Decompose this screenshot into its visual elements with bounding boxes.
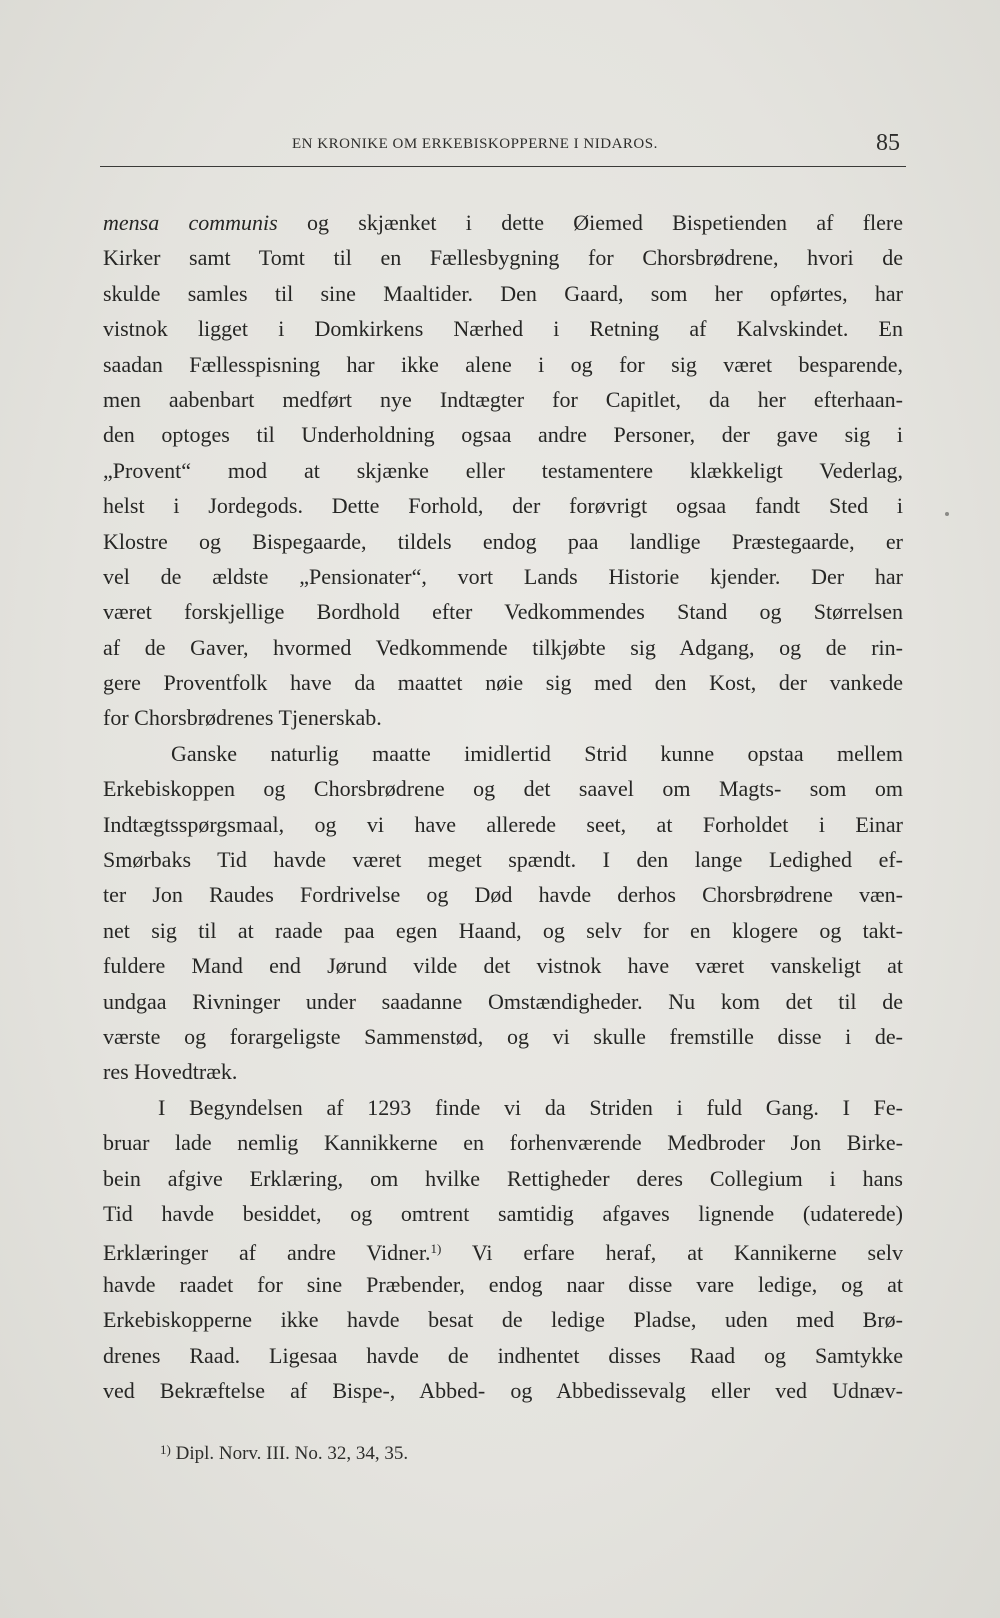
text-line-14: gere Proventfolk have da maattet nøie sig med den Kost, der vankede bbox=[103, 670, 903, 696]
latin-phrase: mensa communis bbox=[103, 210, 278, 235]
text-line-27: bruar lade nemlig Kannikkerne en forhenværende Medbroder Jon Birke- bbox=[103, 1130, 903, 1156]
text-line-33: drenes Raad. Ligesaa havde de indhentet disses Raad og Samtykke bbox=[103, 1342, 903, 1368]
text-line-7: den optoges til Underholdning ogsaa andre Personer, der gave sig i bbox=[103, 422, 903, 448]
text-line-10: Klostre og Bispegaarde, tildels endog paa landlige Præstegaarde, er bbox=[103, 528, 903, 554]
footnote-text: Dipl. Norv. III. No. 32, 34, 35. bbox=[170, 1443, 409, 1464]
paper-speck bbox=[945, 512, 949, 516]
text-line-5: saadan Fællesspisning har ikke alene i og for sig været besparende, bbox=[103, 351, 903, 377]
text-line-20: ter Jon Raudes Fordrivelse og Død havde derhos Chorsbrødrene væn- bbox=[103, 882, 903, 908]
text-line-9: helst i Jordegods. Dette Forhold, der forøvrigt ogsaa fandt Sted i bbox=[103, 493, 903, 519]
header-rule bbox=[100, 166, 906, 167]
text-line-23: undgaa Rivninger under saadanne Omstændigheder. Nu kom det til de bbox=[103, 988, 903, 1014]
text-line-12: været forskjellige Bordhold efter Vedkommendes Stand og Størrelsen bbox=[103, 599, 903, 625]
text-line-29: Tid havde besiddet, og omtrent samtidig afgaves lignende (udaterede) bbox=[103, 1200, 903, 1226]
footnote bbox=[160, 1442, 408, 1465]
text-line-18: Indtægtsspørgsmaal, og vi have allerede seet, at Forholdet i Einar bbox=[103, 811, 903, 837]
text-line-13: af de Gaver, hvormed Vedkommende tilkjøbte sig Adgang, og de rin- bbox=[103, 634, 903, 660]
text-line-34: ved Bekræftelse af Bispe-, Abbed- og Abbedissevalg eller ved Udnæv- bbox=[103, 1377, 903, 1403]
text-line-30: Erklæringer af andre Vidner.$^{1)}$ Vi erfare heraf, at Kannikerne selv bbox=[103, 1240, 903, 1266]
running-title: EN KRONIKE OM ERKEBISKOPPERNE I NIDAROS. bbox=[292, 136, 658, 152]
text-line-28: bein afgive Erklæring, om hvilke Rettigheder deres Collegium i hans bbox=[103, 1165, 903, 1191]
text-line-2: Kirker samt Tomt til en Fællesbygning for Chorsbrødrene, hvori de bbox=[103, 245, 903, 271]
running-head bbox=[100, 130, 906, 164]
text-line-26: I Begyndelsen af 1293 finde vi da Striden i fuld Gang. I Fe- bbox=[158, 1094, 903, 1120]
footnote-reference: 1) bbox=[430, 1241, 442, 1257]
text-line-24: værste og forargeligste Sammenstød, og vi skulle fremstille disse i de- bbox=[103, 1023, 903, 1049]
text-line-8: „Provent“ mod at skjænke eller testamentere klækkeligt Vederlag, bbox=[103, 457, 903, 483]
footnote-mark: 1) bbox=[160, 1442, 171, 1457]
text-line-19: Smørbaks Tid havde været meget spændt. I den lange Ledighed ef- bbox=[103, 847, 903, 873]
text-line-4: vistnok ligget i Domkirkens Nærhed i Retning af Kalvskindet. En bbox=[103, 316, 903, 342]
text-line-6: men aabenbart medført nye Indtægter for Capitlet, da her efterhaan- bbox=[103, 386, 903, 412]
text-line-16: Ganske naturlig maatte imidlertid Strid kunne opstaa mellem bbox=[171, 740, 903, 766]
text-line-32: Erkebiskopperne ikke havde besat de ledige Pladse, uden med Brø- bbox=[103, 1307, 903, 1333]
text-line-21: net sig til at raade paa egen Haand, og selv for en klogere og takt- bbox=[103, 917, 903, 943]
text-line-31: havde raadet for sine Præbender, endog naar disse vare ledige, og at bbox=[103, 1271, 903, 1297]
text-line-11: vel de ældste „Pensionater“, vort Lands Historie kjender. Der har bbox=[103, 563, 903, 589]
text-line-1: mensa communis og skjænket i dette Øiemed Bispetienden af flere bbox=[103, 210, 903, 235]
text-line-15: for Chorsbrødrenes Tjenerskab. bbox=[103, 705, 382, 731]
text-line-25: res Hovedtræk. bbox=[103, 1059, 238, 1085]
text-line-22: fuldere Mand end Jørund vilde det vistnok have været vanskeligt at bbox=[103, 953, 903, 979]
page-number: 85 bbox=[876, 130, 900, 156]
body-text bbox=[103, 205, 903, 1408]
text-line-17: Erkebiskoppen og Chorsbrødrene og det saavel om Magts- som om bbox=[103, 776, 903, 802]
text-line-3: skulde samles til sine Maaltider. Den Gaard, som her opførtes, har bbox=[103, 280, 903, 306]
